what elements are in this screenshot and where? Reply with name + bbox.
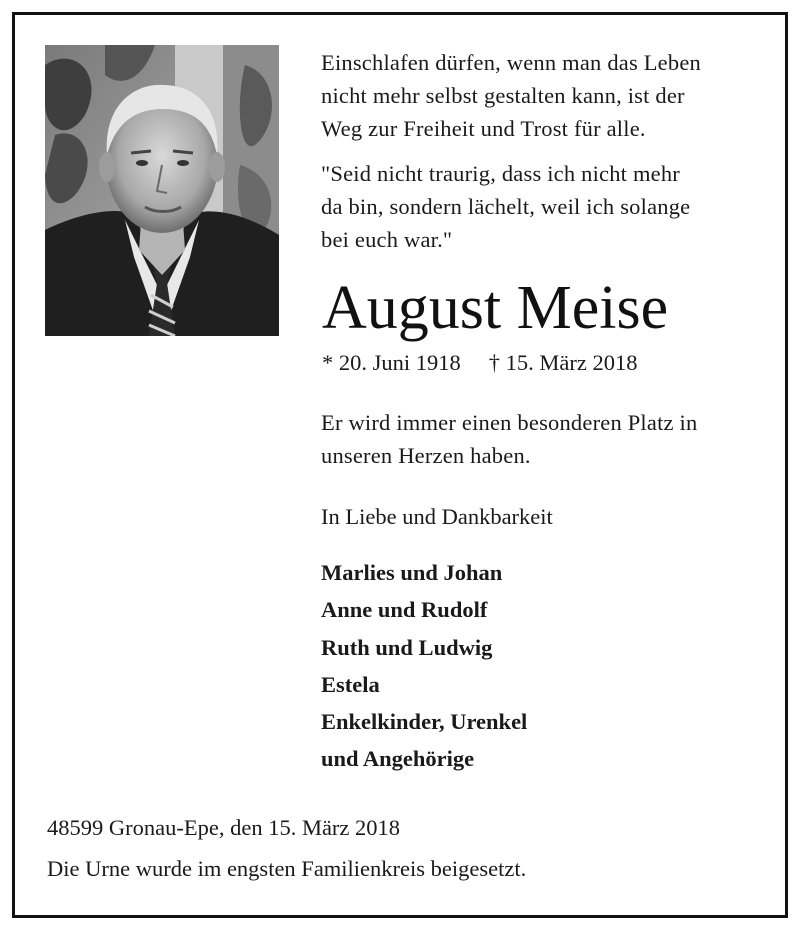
tribute-line: Er wird immer einen besonderen Platz in [321, 410, 698, 435]
birth-date: * 20. Juni 1918 [322, 350, 461, 375]
burial-note: Die Urne wurde im engsten Familienkreis beigesetzt. [47, 856, 527, 881]
place-date: 48599 Gronau-Epe, den 15. März 2018 [47, 815, 401, 840]
thanks-line: In Liebe und Dankbarkeit [321, 504, 553, 529]
quote-line: bei euch war." [321, 227, 453, 252]
portrait-photo [45, 45, 279, 336]
family-member: Anne und Rudolf [321, 597, 488, 623]
quote-line: da bin, sondern lächelt, weil ich solange [321, 194, 691, 219]
portrait-image [45, 45, 279, 336]
family-list [321, 554, 527, 778]
family-member: Ruth und Ludwig [321, 634, 493, 660]
verse-line: Weg zur Freiheit und Trost für alle. [321, 116, 646, 141]
verse-line: Einschlafen dürfen, wenn man das Leben [321, 50, 701, 75]
verse-line: nicht mehr selbst gestalten kann, ist der [321, 83, 685, 108]
family-member: Marlies und Johan [321, 560, 503, 585]
deceased-name: August Meise [322, 274, 669, 342]
tribute [321, 406, 697, 472]
verse [321, 46, 701, 145]
tribute-line: unseren Herzen haben. [321, 443, 531, 468]
family-member: und Angehörige [321, 746, 475, 772]
quote-line: "Seid nicht traurig, dass ich nicht mehr [321, 161, 680, 186]
death-date: † 15. März 2018 [488, 350, 638, 375]
family-member: Estela [321, 671, 380, 697]
quote [321, 157, 690, 256]
life-dates [322, 346, 638, 379]
family-member: Enkelkinder, Urenkel [321, 709, 528, 735]
